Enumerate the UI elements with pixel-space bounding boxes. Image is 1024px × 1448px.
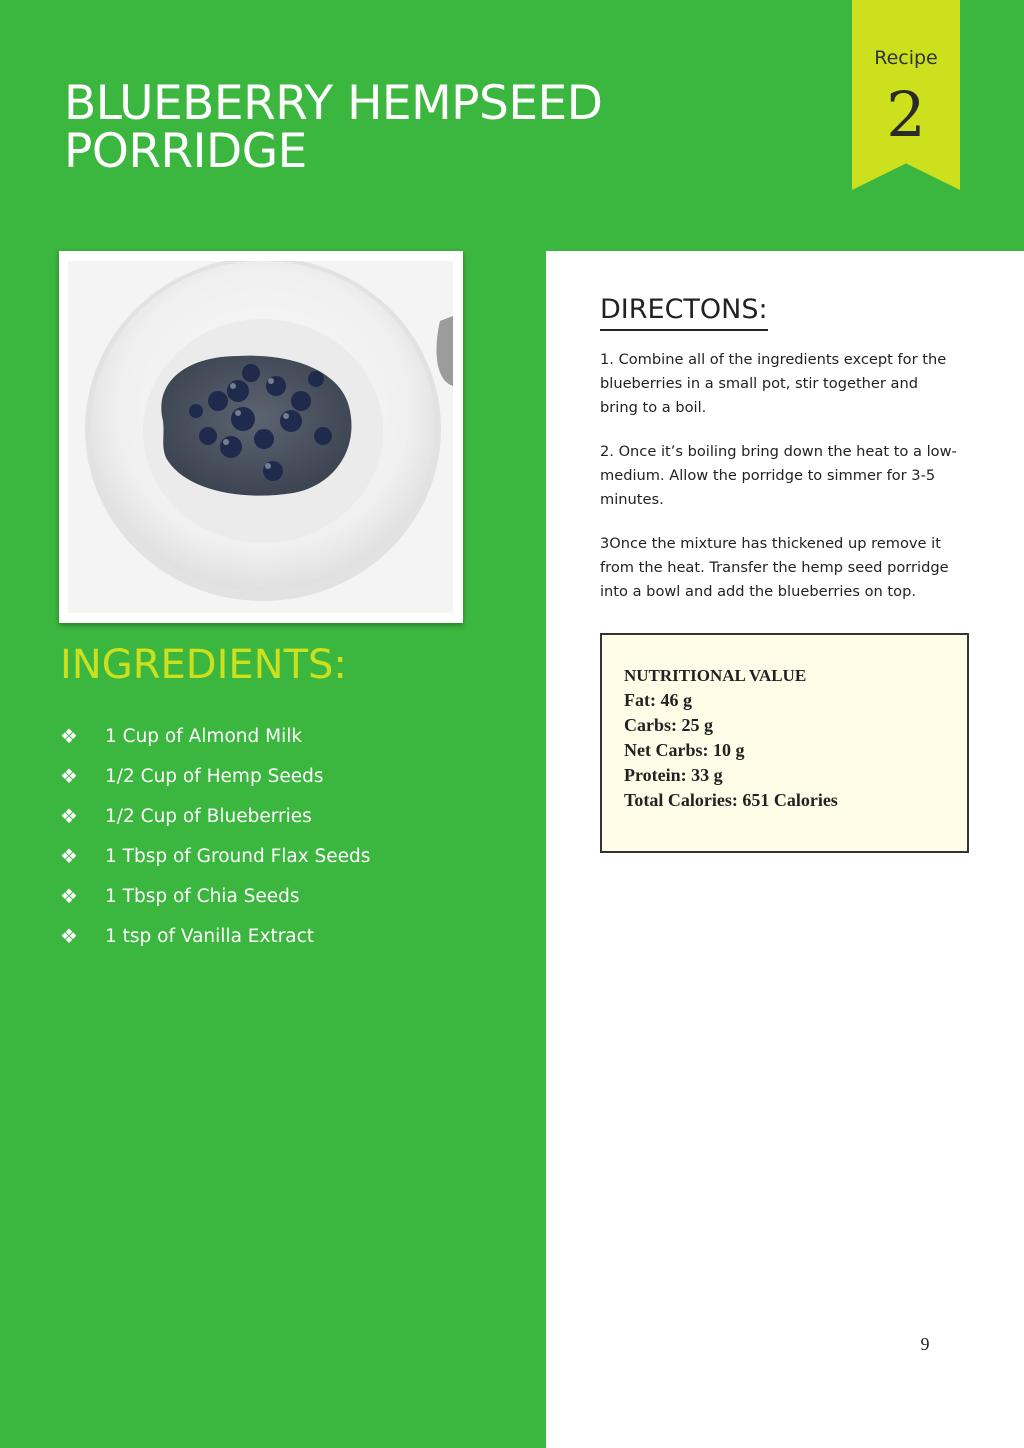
nutrition-title: NUTRITIONAL VALUE (624, 666, 807, 685)
ribbon-label: Recipe (874, 47, 938, 69)
diamond-bullet-icon: ❖ (60, 724, 78, 748)
directions-heading: DIRECTONS: (600, 294, 768, 331)
recipe-photo (68, 261, 453, 613)
porridge-bowl-image (68, 261, 453, 613)
nutrition-line-carbs: Carbs: 25 g (624, 715, 713, 735)
ingredient-text: 1/2 Cup of Hemp Seeds (105, 765, 324, 787)
diamond-bullet-icon: ❖ (60, 764, 78, 788)
diamond-bullet-icon: ❖ (60, 804, 78, 828)
recipe-title-line-2: PORRIDGE (64, 124, 307, 179)
ingredient-item (60, 836, 370, 876)
nutrition-line-fat: Fat: 46 g (624, 690, 692, 710)
direction-step: 3Once the mixture has thickened up remove it from the heat. Transfer the hemp seed porridge into a bowl and add the blueberries on top. (600, 535, 949, 600)
ingredient-item (60, 876, 370, 916)
nutrition-line-calories: Total Calories: 651 Calories (624, 790, 838, 810)
ingredients-heading: INGREDIENTS: (60, 642, 347, 688)
directions-steps (600, 348, 960, 624)
ingredient-item (60, 796, 370, 836)
page-number: 9 (920, 1334, 930, 1354)
ingredient-text: 1 Tbsp of Ground Flax Seeds (105, 845, 371, 867)
ingredient-item (60, 756, 370, 796)
nutrition-line-protein: Protein: 33 g (624, 765, 723, 785)
ingredient-text: 1/2 Cup of Blueberries (105, 805, 312, 827)
ingredients-list (60, 716, 370, 956)
nutrition-box (600, 633, 969, 853)
ingredient-text: 1 Tbsp of Chia Seeds (105, 885, 300, 907)
diamond-bullet-icon: ❖ (60, 924, 78, 948)
ingredient-text: 1 tsp of Vanilla Extract (105, 925, 315, 947)
recipe-title (64, 76, 704, 179)
direction-step: 2. Once it’s boiling bring down the heat to a low-medium. Allow the porridge to simmer for 3-5 minutes. (600, 443, 957, 508)
recipe-photo-frame (59, 251, 463, 623)
diamond-bullet-icon: ❖ (60, 884, 78, 908)
recipe-title-line-1: BLUEBERRY HEMPSEED (64, 76, 603, 131)
ribbon-number: 2 (886, 78, 926, 151)
diamond-bullet-icon: ❖ (60, 844, 78, 868)
ingredient-item (60, 916, 370, 956)
direction-step: 1. Combine all of the ingredients except for the blueberries in a small pot, stir together and bring to a boil. (600, 351, 947, 416)
nutrition-line-net-carbs: Net Carbs: 10 g (624, 740, 745, 760)
ingredient-item (60, 716, 370, 756)
ingredient-text: 1 Cup of Almond Milk (105, 725, 303, 747)
